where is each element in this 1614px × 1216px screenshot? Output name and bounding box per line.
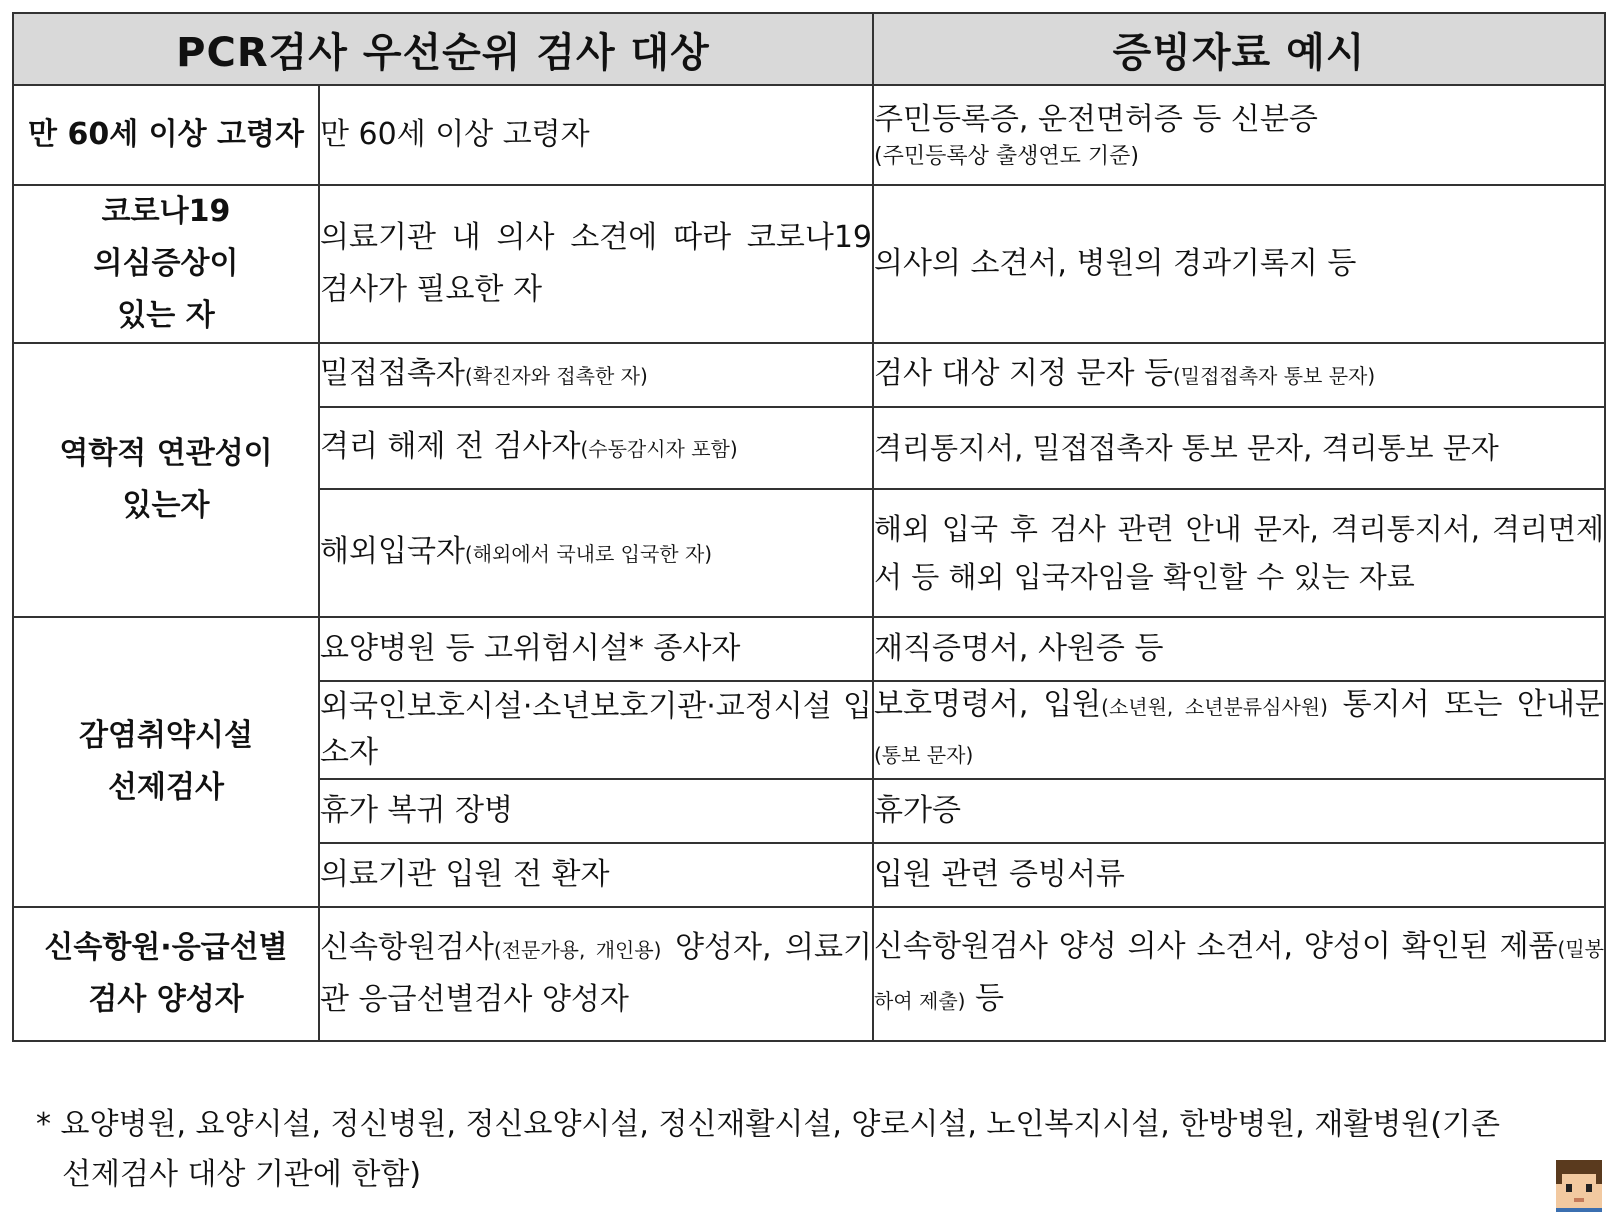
target-rapid-part1: 신속항원검사 xyxy=(320,930,494,965)
evidence-rapid-part1: 신속항원검사 양성 의사 소견서, 양성이 확인된 제품 xyxy=(874,929,1558,964)
target-quarantine-release-main: 격리 해제 전 검사자 xyxy=(320,429,581,464)
evidence-detention-part2: 통지서 또는 안내문 xyxy=(1327,687,1605,722)
target-soldier: 휴가 복귀 장병 xyxy=(319,779,873,843)
table-row xyxy=(13,617,1605,681)
table-row xyxy=(13,85,1605,185)
category-elderly: 만 60세 이상 고령자 xyxy=(13,85,319,185)
category-epidemiology-line2: 있는자 xyxy=(122,488,210,523)
header-target: PCR검사 우선순위 검사 대상 xyxy=(13,13,873,85)
evidence-detention-facility xyxy=(873,681,1605,779)
evidence-detention-part1: 보호명령서, 입원 xyxy=(874,687,1102,722)
evidence-elderly xyxy=(873,85,1605,185)
evidence-rapid xyxy=(873,907,1605,1041)
table-row xyxy=(13,343,1605,407)
target-symptoms: 의료기관 내 의사 소견에 따라 코로나19 검사가 필요한 자 xyxy=(319,185,873,343)
evidence-detention-note2: (통보 문자) xyxy=(874,743,974,767)
target-rapid-part2: 양성자, 의료기관 응급선별검사 양성자 xyxy=(320,930,872,1017)
footnote xyxy=(36,1100,1606,1200)
category-symptoms xyxy=(13,185,319,343)
category-rapid-line2: 검사 양성자 xyxy=(88,982,244,1017)
target-overseas-entry-main: 해외입국자 xyxy=(320,534,465,569)
evidence-overseas-entry: 해외 입국 후 검사 관련 안내 문자, 격리통지서, 격리면제서 등 해외 입국자임을 확인할 수 있는 자료 xyxy=(873,489,1605,617)
evidence-high-risk-staff: 재직증명서, 사원증 등 xyxy=(873,617,1605,681)
table-row xyxy=(13,907,1605,1041)
pcr-priority-table xyxy=(12,12,1606,1042)
target-quarantine-release xyxy=(319,407,873,489)
target-high-risk-staff: 요양병원 등 고위험시설* 종사자 xyxy=(319,617,873,681)
category-rapid xyxy=(13,907,319,1041)
target-rapid xyxy=(319,907,873,1041)
table-row xyxy=(13,185,1605,343)
target-quarantine-release-note: (수동감시자 포함) xyxy=(580,437,738,461)
category-epidemiology xyxy=(13,343,319,617)
header-evidence: 증빙자료 예시 xyxy=(873,13,1605,85)
target-close-contact xyxy=(319,343,873,407)
target-inpatient: 의료기관 입원 전 환자 xyxy=(319,843,873,907)
evidence-soldier: 휴가증 xyxy=(873,779,1605,843)
target-detention-facility: 외국인보호시설·소년보호기관·교정시설 입소자 xyxy=(319,681,873,779)
target-close-contact-note: (확진자와 접촉한 자) xyxy=(464,364,648,388)
table-header-row xyxy=(13,13,1605,85)
category-rapid-line1: 신속항원·응급선별 xyxy=(44,930,288,965)
category-symptoms-line2: 의심증상이 xyxy=(93,246,239,281)
target-overseas-entry xyxy=(319,489,873,617)
footnote-line1: * 요양병원, 요양시설, 정신병원, 정신요양시설, 정신재활시설, 양로시설, 노인복지시설, 한방병원, 재활병원(기존 xyxy=(36,1107,1500,1142)
evidence-close-contact-main: 검사 대상 지정 문자 등 xyxy=(874,356,1173,391)
evidence-quarantine-release: 격리통지서, 밀접접촉자 통보 문자, 격리통보 문자 xyxy=(873,407,1605,489)
evidence-inpatient: 입원 관련 증빙서류 xyxy=(873,843,1605,907)
evidence-symptoms: 의사의 소견서, 병원의 경과기록지 등 xyxy=(873,185,1605,343)
evidence-rapid-part2: 등 xyxy=(965,981,1004,1016)
category-symptoms-line1: 코로나19 xyxy=(101,194,231,229)
evidence-elderly-main: 주민등록증, 운전면허증 등 신분증 xyxy=(874,102,1318,137)
evidence-rapid-note: (밀봉하여 제출) xyxy=(874,937,1604,1013)
pixel-face-icon xyxy=(1552,1160,1606,1212)
category-facilities-line1: 감염취약시설 xyxy=(79,718,253,753)
target-overseas-entry-note: (해외에서 국내로 입국한 자) xyxy=(464,542,713,566)
category-symptoms-line3: 있는 자 xyxy=(117,298,215,333)
footnote-line2: 선제검사 대상 기관에 한함) xyxy=(62,1157,422,1192)
category-epidemiology-line1: 역학적 연관성이 xyxy=(59,436,273,471)
evidence-close-contact xyxy=(873,343,1605,407)
category-facilities-line2: 선제검사 xyxy=(108,770,224,805)
target-elderly: 만 60세 이상 고령자 xyxy=(319,85,873,185)
table-wrapper xyxy=(12,12,1604,1042)
target-rapid-note: (전문가용, 개인용) xyxy=(493,938,662,962)
evidence-detention-note1: (소년원, 소년분류심사원) xyxy=(1101,695,1328,719)
evidence-close-contact-note: (밀접접촉자 통보 문자) xyxy=(1172,364,1376,388)
category-facilities xyxy=(13,617,319,907)
target-close-contact-main: 밀접접촉자 xyxy=(320,356,465,391)
evidence-elderly-note: (주민등록상 출생연도 기준) xyxy=(874,144,1139,169)
